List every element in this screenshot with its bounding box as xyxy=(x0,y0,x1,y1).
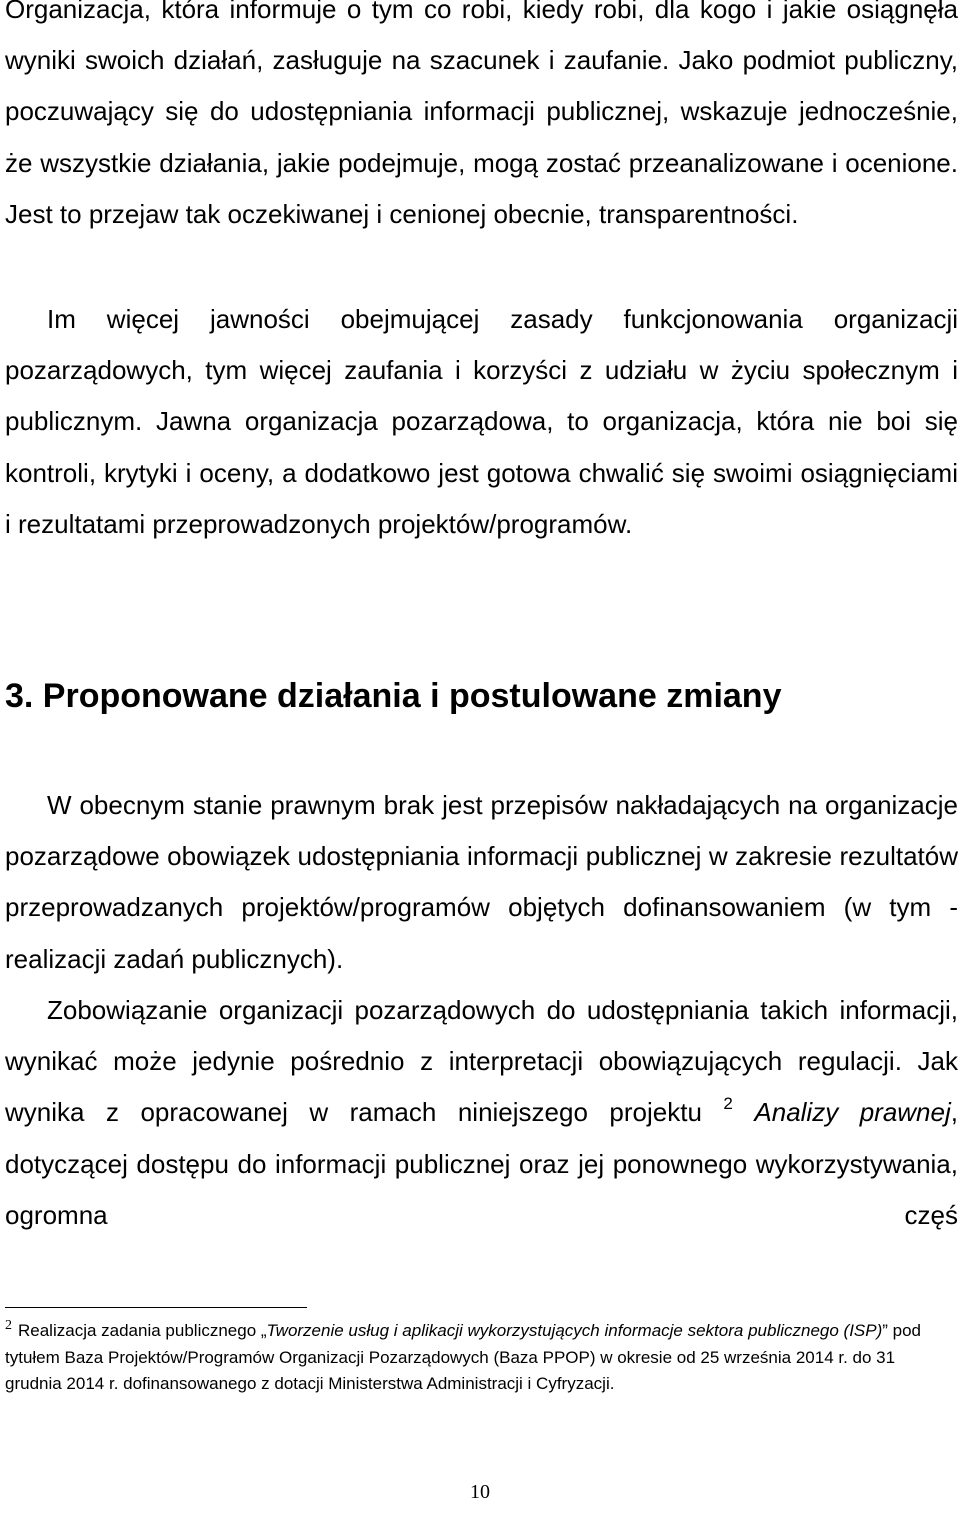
section-heading: 3. Proponowane działania i postulowane zmiany xyxy=(5,677,782,715)
footnote-reference[interactable]: 2 xyxy=(723,1094,733,1114)
paragraph-obligation: Zobowiązanie organizacji pozarządowych do udostępniania takich informacji, wynikać może jedynie pośrednio z interpretacji obowiązujących regulacji. Jak wynika z opracowanej w ramach niniejszego projektu $^2$ Analizy prawnej, dotyczącej dostępu do informacji publicznej oraz jej ponownego wykorzystywania, ogromna częś xyxy=(5,995,958,1230)
paragraph-legal-state: W obecnym stanie prawnym brak jest przepisów nakładających na organizacje pozarządowe obowiązek udostępniania informacji publicznej w zakresie rezultatów przeprowadzanych projektów/programów objętych dofinansowaniem (w tym - realizacji zadań publicznych). xyxy=(5,790,958,974)
paragraph-openness: Im więcej jawności obejmującej zasady funkcjonowania organizacji pozarządowych, tym więcej zaufania i korzyści z udziału w życiu społecznym i publicznym. Jawna organizacja pozarządowa, to organizacja, która nie boi się kontroli, krytyki i oceny, a dodatkowo jest gotowa chwalić się swoimi osiągnięciami i rezultatami przeprowadzonych projektów/programów. xyxy=(5,304,958,539)
paragraph-transparency: Organizacja, która informuje o tym co robi, kiedy robi, dla kogo i jakie osiągnęła wyniki swoich działań, zasługuje na szacunek i zaufanie. Jako podmiot publiczny, poczuwający się do udostępniania informacji publicznej, wskazuje jednocześnie, że wszystkie działania, jakie podejmuje, mogą zostać przeanalizowane i ocenione. Jest to przejaw tak oczekiwanej i cenionej obecnie, transparentności. xyxy=(5,0,958,229)
footnote-number: 2 xyxy=(5,1318,12,1333)
footnote: $^2$ Realizacja zadania publicznego „Tworzenie usług i aplikacji wykorzystujących informacje sektora publicznego (ISP)” pod tytułem Baza Projektów/Programów Organizacji Pozarządowych (Baza PPOP) w okresie od 25 września 2014 r. do 31 grudnia 2014 r. dofinansowanego z dotacji Ministerstwa Administracji i Cyfryzacji. xyxy=(5,1318,922,1393)
footnote-separator xyxy=(5,1307,307,1308)
page-number: 10 xyxy=(470,1481,490,1503)
